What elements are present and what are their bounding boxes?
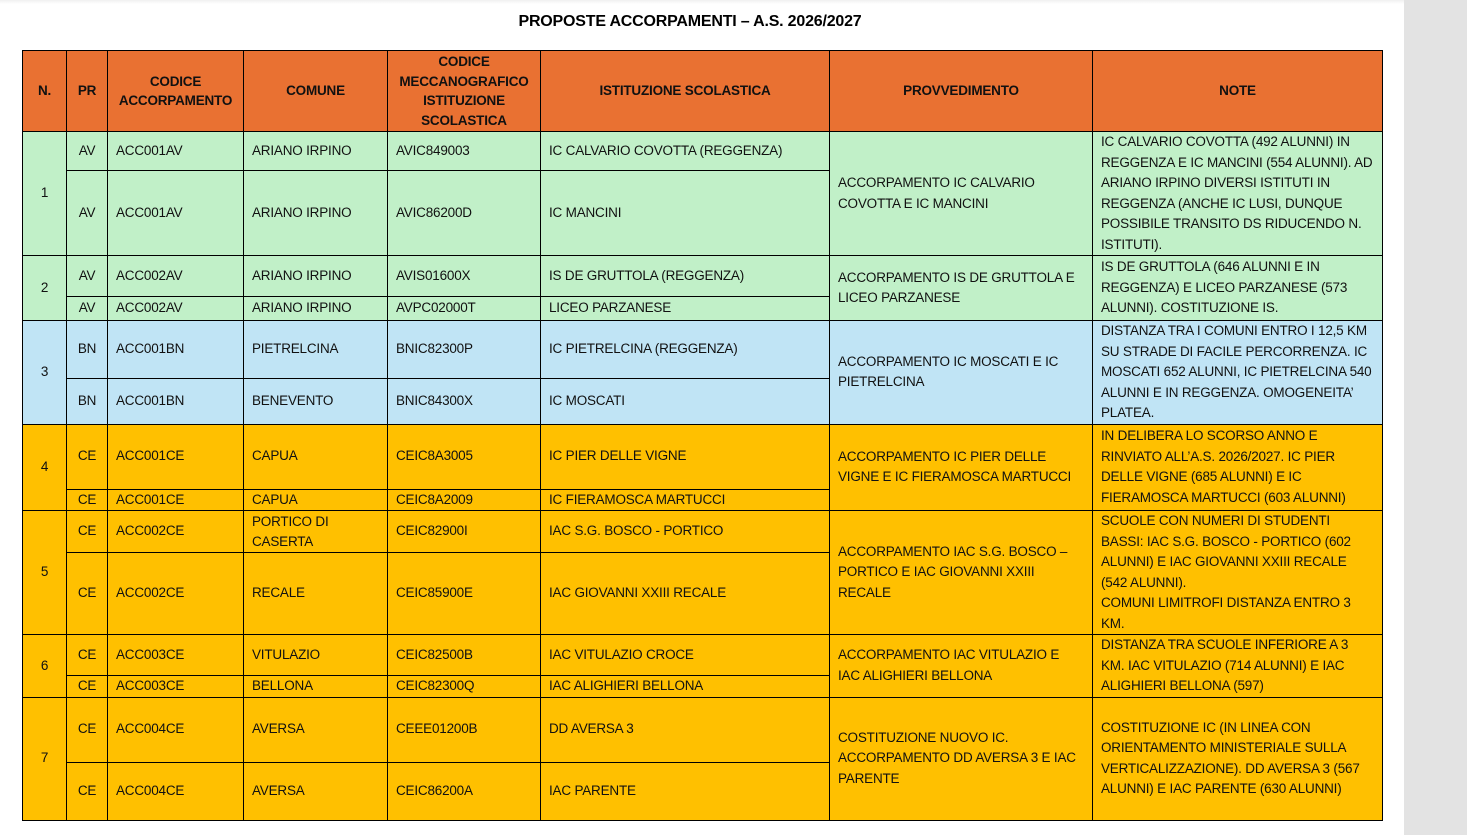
header-istituzione: ISTITUZIONE SCOLASTICA bbox=[541, 51, 830, 132]
provvedimento-cell: ACCORPAMENTO IC PIER DELLE VIGNE E IC FIERAMOSCA MARTUCCI bbox=[830, 424, 1093, 511]
codice-meccanografico-cell: CEIC86200A bbox=[388, 762, 541, 820]
note-cell bbox=[1093, 321, 1383, 425]
header-codice-meccanografico: CODICE MECCANOGRAFICO ISTITUZIONE SCOLASTICA bbox=[388, 51, 541, 132]
table-header-row bbox=[23, 51, 1383, 132]
note-text: DISTANZA TRA I COMUNI ENTRO I 12,5 KM SU STRADE DI FACILE PERCORRENZA. IC MOSCATI 652 ALUNNI, IC PIETRELCINA 540 ALUNNI E IN REGGENZA. OMOGENEITA’ PLATEA. bbox=[1101, 323, 1372, 420]
comune-cell: AVERSA bbox=[244, 762, 388, 820]
document-title: PROPOSTE ACCORPAMENTI – A.S. 2026/2027 bbox=[518, 13, 862, 30]
provvedimento-cell: ACCORPAMENTO IAC S.G. BOSCO – PORTICO E IAC GIOVANNI XXIII RECALE bbox=[830, 511, 1093, 635]
header-codice-accorpamento: CODICE ACCORPAMENTO bbox=[108, 51, 244, 132]
note-cell bbox=[1093, 511, 1383, 635]
proposals-table bbox=[22, 50, 1383, 821]
codice-accorpamento-cell: ACC001AV bbox=[108, 171, 244, 256]
istituzione-cell: LICEO PARZANESE bbox=[541, 297, 830, 321]
comune-cell: RECALE bbox=[244, 553, 388, 635]
province-cell: AV bbox=[67, 171, 108, 256]
codice-meccanografico-cell: BNIC82300P bbox=[388, 321, 541, 379]
codice-meccanografico-cell: CEIC82300Q bbox=[388, 676, 541, 698]
codice-accorpamento-cell: ACC002AV bbox=[108, 297, 244, 321]
header-comune: COMUNE bbox=[244, 51, 388, 132]
table-row bbox=[23, 511, 1383, 553]
province-cell: CE bbox=[67, 697, 108, 762]
comune-cell: ARIANO IRPINO bbox=[244, 297, 388, 321]
note-cell bbox=[1093, 697, 1383, 820]
provvedimento-cell: ACCORPAMENTO IC MOSCATI E IC PIETRELCINA bbox=[830, 321, 1093, 425]
note-text: IS DE GRUTTOLA (646 ALUNNI E IN REGGENZA) E LICEO PARZANESE (573 ALUNNI). COSTITUZIONE IS. bbox=[1101, 259, 1348, 316]
group-number-cell: 7 bbox=[23, 697, 67, 820]
province-cell: AV bbox=[67, 256, 108, 297]
codice-meccanografico-cell: CEIC82500B bbox=[388, 635, 541, 676]
note-text: SCUOLE CON NUMERI DI STUDENTI BASSI: IAC S.G. BOSCO - PORTICO (602 ALUNNI) E IAC GIOVANNI XXIII RECALE (542 ALUNNI). bbox=[1101, 513, 1351, 590]
group-number-cell: 6 bbox=[23, 635, 67, 698]
istituzione-cell: IAC GIOVANNI XXIII RECALE bbox=[541, 553, 830, 635]
istituzione-cell: IAC VITULAZIO CROCE bbox=[541, 635, 830, 676]
province-cell: CE bbox=[67, 762, 108, 820]
comune-cell: ARIANO IRPINO bbox=[244, 256, 388, 297]
note-text: IN DELIBERA LO SCORSO ANNO E RINVIATO ALL’A.S. 2026/2027. IC PIER DELLE VIGNE (685 ALUNNI) E IC FIERAMOSCA MARTUCCI (603 ALUNNI) bbox=[1101, 428, 1346, 505]
table-row bbox=[23, 321, 1383, 379]
top-shadow bbox=[0, 0, 1404, 4]
province-cell: CE bbox=[67, 489, 108, 511]
province-cell: CE bbox=[67, 676, 108, 698]
codice-meccanografico-cell: AVIS01600X bbox=[388, 256, 541, 297]
istituzione-cell: IC PIER DELLE VIGNE bbox=[541, 424, 830, 489]
comune-cell: PORTICO DI CASERTA bbox=[244, 511, 388, 553]
codice-meccanografico-cell: CEIC8A3005 bbox=[388, 424, 541, 489]
comune-cell: PIETRELCINA bbox=[244, 321, 388, 379]
codice-meccanografico-cell: BNIC84300X bbox=[388, 379, 541, 424]
note-cell bbox=[1093, 256, 1383, 321]
istituzione-cell: IC CALVARIO COVOTTA (REGGENZA) bbox=[541, 132, 830, 171]
istituzione-cell: IAC S.G. BOSCO - PORTICO bbox=[541, 511, 830, 553]
table-row bbox=[23, 635, 1383, 676]
table-row bbox=[23, 697, 1383, 762]
comune-cell: CAPUA bbox=[244, 489, 388, 511]
codice-accorpamento-cell: ACC001CE bbox=[108, 489, 244, 511]
note-text-continued: COMUNI LIMITROFI DISTANZA ENTRO 3 KM. bbox=[1101, 595, 1351, 631]
group-number-cell: 4 bbox=[23, 424, 67, 511]
codice-accorpamento-cell: ACC001BN bbox=[108, 379, 244, 424]
table-row bbox=[23, 424, 1383, 489]
codice-accorpamento-cell: ACC003CE bbox=[108, 635, 244, 676]
group-number-cell: 1 bbox=[23, 132, 67, 256]
province-cell: CE bbox=[67, 635, 108, 676]
group-number-cell: 5 bbox=[23, 511, 67, 635]
comune-cell: BELLONA bbox=[244, 676, 388, 698]
istituzione-cell: IS DE GRUTTOLA (REGGENZA) bbox=[541, 256, 830, 297]
istituzione-cell: IAC ALIGHIERI BELLONA bbox=[541, 676, 830, 698]
group-number-cell: 2 bbox=[23, 256, 67, 321]
codice-meccanografico-cell: CEIC8A2009 bbox=[388, 489, 541, 511]
comune-cell: CAPUA bbox=[244, 424, 388, 489]
comune-cell: VITULAZIO bbox=[244, 635, 388, 676]
codice-meccanografico-cell: AVPC02000T bbox=[388, 297, 541, 321]
istituzione-cell: IC FIERAMOSCA MARTUCCI bbox=[541, 489, 830, 511]
codice-accorpamento-cell: ACC002AV bbox=[108, 256, 244, 297]
istituzione-cell: IC PIETRELCINA (REGGENZA) bbox=[541, 321, 830, 379]
codice-accorpamento-cell: ACC001AV bbox=[108, 132, 244, 171]
istituzione-cell: DD AVERSA 3 bbox=[541, 697, 830, 762]
codice-meccanografico-cell: CEIC82900I bbox=[388, 511, 541, 553]
codice-meccanografico-cell: AVIC86200D bbox=[388, 171, 541, 256]
header-note: NOTE bbox=[1093, 51, 1383, 132]
codice-meccanografico-cell: AVIC849003 bbox=[388, 132, 541, 171]
codice-accorpamento-cell: ACC001BN bbox=[108, 321, 244, 379]
codice-accorpamento-cell: ACC002CE bbox=[108, 553, 244, 635]
comune-cell: ARIANO IRPINO bbox=[244, 132, 388, 171]
comune-cell: AVERSA bbox=[244, 697, 388, 762]
header-n: N. bbox=[23, 51, 67, 132]
note-text: COSTITUZIONE IC (IN LINEA CON ORIENTAMENTO MINISTERIALE SULLA VERTICALIZZAZIONE). DD AVERSA 3 (567 ALUNNI) E IAC PARENTE (630 ALUNNI) bbox=[1101, 719, 1360, 796]
side-gutter bbox=[1404, 0, 1467, 835]
codice-accorpamento-cell: ACC004CE bbox=[108, 762, 244, 820]
province-cell: BN bbox=[67, 321, 108, 379]
provvedimento-cell: ACCORPAMENTO IAC VITULAZIO E IAC ALIGHIERI BELLONA bbox=[830, 635, 1093, 698]
note-text: DISTANZA TRA SCUOLE INFERIORE A 3 KM. IAC VITULAZIO (714 ALUNNI) E IAC ALIGHIERI BELLONA (597) bbox=[1101, 637, 1349, 693]
istituzione-cell: IAC PARENTE bbox=[541, 762, 830, 820]
province-cell: BN bbox=[67, 379, 108, 424]
group-number-cell: 3 bbox=[23, 321, 67, 425]
province-cell: AV bbox=[67, 132, 108, 171]
istituzione-cell: IC MANCINI bbox=[541, 171, 830, 256]
provvedimento-cell: ACCORPAMENTO IS DE GRUTTOLA E LICEO PARZANESE bbox=[830, 256, 1093, 321]
header-provvedimento: PROVVEDIMENTO bbox=[830, 51, 1093, 132]
codice-accorpamento-cell: ACC001CE bbox=[108, 424, 244, 489]
header-pr: PR bbox=[67, 51, 108, 132]
note-cell bbox=[1093, 424, 1383, 511]
note-cell bbox=[1093, 132, 1383, 256]
note-cell bbox=[1093, 635, 1383, 698]
comune-cell: ARIANO IRPINO bbox=[244, 171, 388, 256]
provvedimento-cell: ACCORPAMENTO IC CALVARIO COVOTTA E IC MANCINI bbox=[830, 132, 1093, 256]
note-text: IC CALVARIO COVOTTA (492 ALUNNI) IN REGGENZA E IC MANCINI (554 ALUNNI). AD ARIANO IRPINO DIVERSI ISTITUTI IN REGGENZA (ANCHE IC LUSI, DUNQUE POSSIBILE TRANSITO DS RIDUCENDO N. ISTITUTI). bbox=[1101, 134, 1373, 252]
provvedimento-cell: COSTITUZIONE NUOVO IC. ACCORPAMENTO DD AVERSA 3 E IAC PARENTE bbox=[830, 697, 1093, 820]
codice-accorpamento-cell: ACC004CE bbox=[108, 697, 244, 762]
table-row bbox=[23, 256, 1383, 297]
comune-cell: BENEVENTO bbox=[244, 379, 388, 424]
province-cell: CE bbox=[67, 511, 108, 553]
istituzione-cell: IC MOSCATI bbox=[541, 379, 830, 424]
codice-meccanografico-cell: CEIC85900E bbox=[388, 553, 541, 635]
province-cell: CE bbox=[67, 424, 108, 489]
province-cell: CE bbox=[67, 553, 108, 635]
codice-accorpamento-cell: ACC003CE bbox=[108, 676, 244, 698]
table-row bbox=[23, 132, 1383, 171]
codice-meccanografico-cell: CEEE01200B bbox=[388, 697, 541, 762]
province-cell: AV bbox=[67, 297, 108, 321]
codice-accorpamento-cell: ACC002CE bbox=[108, 511, 244, 553]
